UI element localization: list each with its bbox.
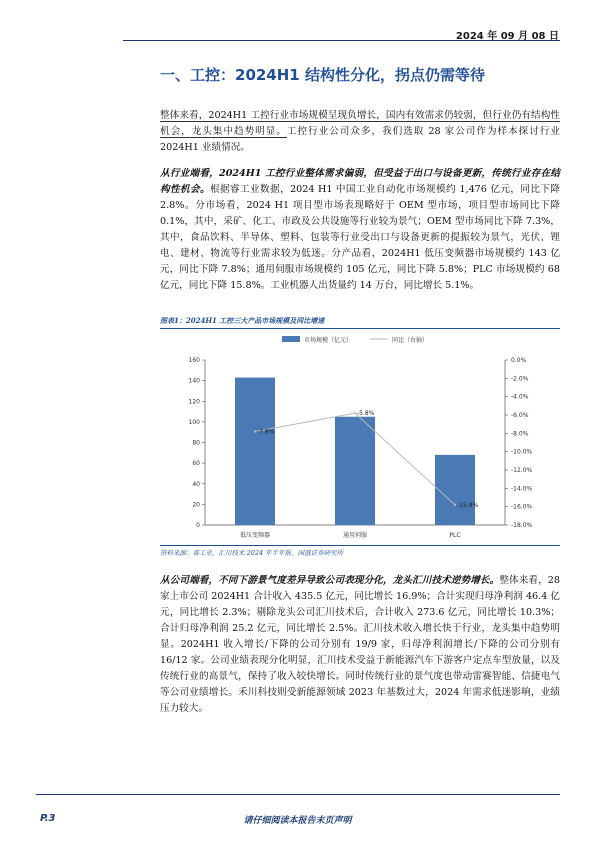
company-body: 整体来看，28 家上市公司 2024H1 合计收入 435.5 亿元，同比增长 16.9%；合计实现归母净利润 46.4 亿元，同比增长 2.3%；剔除龙头公司汇川技术后，合计收入 273.6 亿元，同比增长 10.3%；合计归母净利润 25.2 亿元，同比增长 2.5%。汇川技术收入增长快于行业，龙头集中趋势明显。2024H1 收入增长/下降的公司分别有 19/9 家，归母净利润增长/下降的公司分别有 16/12 家。公司业绩表现分化明显，汇川技术受益于新能源汽车下游客户定点车型放量，以及传统行业的高景气，保持了收入较快增长。同时传统行业的景气度也带动雷赛智能、信捷电气等公司业绩增长。禾川科技则受新能源领域 2023 年基数过大，2024 年需求低迷影响，业绩压力较大。 xyxy=(160,575,560,714)
page-number: P.3 xyxy=(40,813,56,824)
footer-rule xyxy=(36,794,560,795)
right-tick-label: 0.0% xyxy=(511,357,527,364)
legend-bar-label: 市场规模（亿元） xyxy=(304,337,353,344)
bar-2 xyxy=(435,455,475,525)
left-tick-label: 80 xyxy=(192,439,200,447)
right-tick-label: -8.0% xyxy=(511,430,529,438)
yoy-point-0 xyxy=(254,430,256,432)
industry-paragraph xyxy=(160,166,560,294)
yoy-point-2 xyxy=(454,504,456,506)
bar-0 xyxy=(235,378,275,525)
market-size-chart xyxy=(160,333,560,543)
figure-source: 资料来源：睿工业，汇川技术 2024 年半年报，国盛证券研究所 xyxy=(160,545,560,557)
bar-series xyxy=(235,378,475,525)
intro-underlined-text: 整体来看，2024H1 工控行业市场规模呈现负增长，国内有效需求仍较弱，但行业仍有结构性机会，龙头集中趋势明显。 xyxy=(160,110,560,137)
right-tick-label: -14.0% xyxy=(511,485,533,493)
right-tick-label: -18.0% xyxy=(511,522,533,529)
left-tick-label: 40 xyxy=(192,480,200,488)
left-tick-label: 160 xyxy=(188,357,200,364)
intro-paragraph xyxy=(160,108,560,156)
company-lead: 从公司端看，不同下游景气度差异导致公司表现分化，龙头汇川技术逆势增长。 xyxy=(160,575,500,586)
intro-rest-text: 工控行业公司众多，我们选取 28 家公司作为样本探讨行业 2024H1 业绩情况。 xyxy=(160,126,560,153)
category-label: 低压变频器 xyxy=(239,532,271,539)
left-tick-label: 20 xyxy=(192,501,200,509)
figure-caption: 图表1：2024H1 工控三大产品市场规模及同比增速 xyxy=(160,316,560,329)
right-tick-label: -2.0% xyxy=(511,375,529,383)
report-date: 2024 年 09 月 08 日 xyxy=(455,31,559,42)
bar-1 xyxy=(335,417,375,525)
yoy-point-1 xyxy=(354,412,356,414)
left-tick-label: 120 xyxy=(188,398,200,406)
left-tick-label: 140 xyxy=(188,377,200,385)
yoy-data-label: -7.8% xyxy=(257,428,275,436)
category-labels xyxy=(240,531,461,539)
right-tick-label: -12.0% xyxy=(511,467,533,474)
chart-legend xyxy=(282,336,428,344)
right-tick-label: -16.0% xyxy=(511,503,533,511)
industry-body: 根据睿工业数据，2024 H1 中国工业自动化市场规模约 1,476 亿元，同比下降 2.8%。分市场看，2024 H1 项目型市场表现略好于 OEM 型市场，项目型市场同比下降 0.1%，其中，采矿、化工、市政及公共设施等行业较为景气；OEM 型市场同比下降 7.3%，其中，食品饮料、半导体、塑料、包装等行业受出口与设备更新的提振较为景气，光伏、锂电、建材、物流等行业需求较为低迷。分产品看，2024H1 低压变频器市场规模约 143 亿元，同比下降 7.8%；通用伺服市场规模约 105 亿元，同比下降 5.8%；PLC 市场规模约 68 亿元，同比下降 15.8%。工业机器人出货量约 14 万台，同比增长 5.1%。 xyxy=(160,184,560,291)
left-tick-label: 100 xyxy=(188,418,200,426)
left-tick-label: 60 xyxy=(192,460,200,468)
yoy-data-label: -15.8% xyxy=(457,501,479,509)
industry-lead: 从行业端看，2024H1 工控行业整体需求偏弱，但受益于出口与设备更新，传统行业存在结构性机会。 xyxy=(160,168,560,195)
left-tick-labels xyxy=(189,357,205,529)
left-tick-label: 0 xyxy=(196,522,200,529)
right-tick-labels xyxy=(505,357,533,529)
legend-line-label: 同比（右轴） xyxy=(392,337,429,344)
right-tick-label: -10.0% xyxy=(511,448,533,456)
company-paragraph xyxy=(160,573,560,717)
right-tick-label: -6.0% xyxy=(511,412,529,419)
yoy-data-label: -5.8% xyxy=(357,410,375,418)
category-label: PLC xyxy=(449,532,461,539)
legend-bar-swatch xyxy=(282,336,300,342)
section-title: 一、工控：2024H1 结构性分化，拐点仍需等待 xyxy=(160,66,485,84)
right-tick-label: -4.0% xyxy=(511,393,529,401)
category-label: 通用伺服 xyxy=(342,532,368,539)
disclaimer-text: 请仔细阅读本报告末页声明 xyxy=(243,816,352,826)
